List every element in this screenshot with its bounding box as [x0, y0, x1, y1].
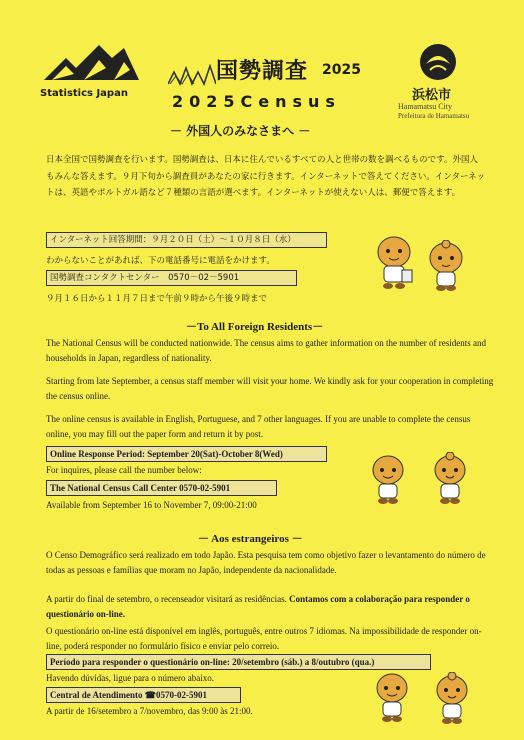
portuguese-section-title: － Aos estrangeiros － [198, 533, 303, 545]
mascot-girl-icon [424, 240, 468, 292]
jp-response-period: インターネット回答期間：９月２０日（土）～１０月８日（水） [46, 232, 327, 248]
mascot-girl-icon [430, 452, 470, 506]
pt-para-3: O questionário on-line está disponível em inglês, português, entre outros 7 idiomas. Na impossibilidade de responder on-line, poderá responder no formulário físico e enviar pelo correio. [46, 626, 482, 651]
census-year: 2025 [322, 62, 361, 78]
statistics-japan-logo [44, 40, 139, 85]
census-wave-icon [168, 62, 216, 86]
census-title: 国勢調査 [216, 59, 309, 84]
pt-para-1: O Censo Demográfico será realizado em todo Japão. Esta pesquisa tem como objetivo fazer o levantamento do número de todas as pessoas e famílias que moram no Japão, independente da nacionalidade. [46, 550, 486, 575]
mascot-boy-icon [372, 234, 416, 290]
greeting-heading: － 外国人のみなさまへ － [170, 124, 311, 138]
pt-call-center: Central de Atendimento ☎0570-02-5901 [46, 687, 241, 703]
jp-contact-center: 国勢調査コンタクトセンター 0570－02－5901 [46, 270, 297, 286]
hamamatsu-emblem-icon [418, 42, 458, 82]
statistics-japan-label: Statistics Japan [40, 88, 128, 99]
mascot-girl-icon [432, 672, 472, 726]
en-para-2: Starting from late September, a census staff member will visit your home. We kindly ask for your cooperation in completing the census online. [46, 376, 494, 401]
en-call-center: The National Census Call Center 0570-02-5901 [46, 480, 277, 496]
en-response-period: Online Response Period: September 20(Sat)-October 8(Wed) [46, 446, 327, 462]
pt-response-period: Período para responder o questionário on-line: 20/setembro (sáb.) a 8/outubro (qua.) [46, 654, 431, 670]
jp-inquiry-text: わからないことがあれば、下の電話番号に電話をかけます。 [46, 256, 275, 266]
english-section-title: －To All Foreign Residents－ [186, 321, 324, 333]
en-hours: Available from September 16 to November 7, 09:00-21:00 [46, 500, 257, 510]
pt-para-2-text: A partir do final de setembro, o recenseador visitará as residências. [46, 594, 290, 604]
city-name-jp: 浜松市 [412, 88, 452, 103]
en-para-1: The National Census will be conducted nationwide. The census aims to gather information on the number of residents and households in Japan, regardless of nationality. [46, 338, 486, 363]
city-name-pt: Prefeitura de Hamamatsu [398, 112, 470, 120]
city-name-en: Hamamatsu City [398, 102, 452, 111]
pt-para-2 [46, 592, 496, 622]
census-subtitle: 2025Census [172, 92, 341, 111]
pt-inquiry-text: Havendo dúvidas, ligue para o número abaixo. [46, 673, 214, 683]
jp-intro-paragraph: 日本全国で国勢調査を行います。国勢調査は、日本に住んでいるすべての人と世帯の数を調べるものです。外国人もみんな答えます。９月下旬から調査員があなたの家に行きます。インターネットで答えてください。インターネットは、英語やポルトガル語など７種類の言語が選べます。インターネットが使えない人は、郵便で答えます。 [46, 155, 486, 198]
pt-para-2-emphasis: Contamos com a colaboração para responder o questionário on-line. [46, 594, 470, 619]
jp-hours: ９月１６日から１１月７日まで午前９時から午後９時まで [46, 294, 268, 304]
en-para-3: The online census is available in English, Portuguese, and 7 other languages. If you are unable to complete the census online, you may fill out the paper form and return it by post. [46, 414, 471, 439]
pt-hours: A partir de 16/setembro a 7/novembro, das 9:00 às 21:00. [46, 706, 253, 716]
mascot-boy-icon [372, 670, 412, 724]
en-inquiry-text: For inquires, please call the number below: [46, 465, 202, 475]
mascot-boy-icon [368, 452, 408, 506]
